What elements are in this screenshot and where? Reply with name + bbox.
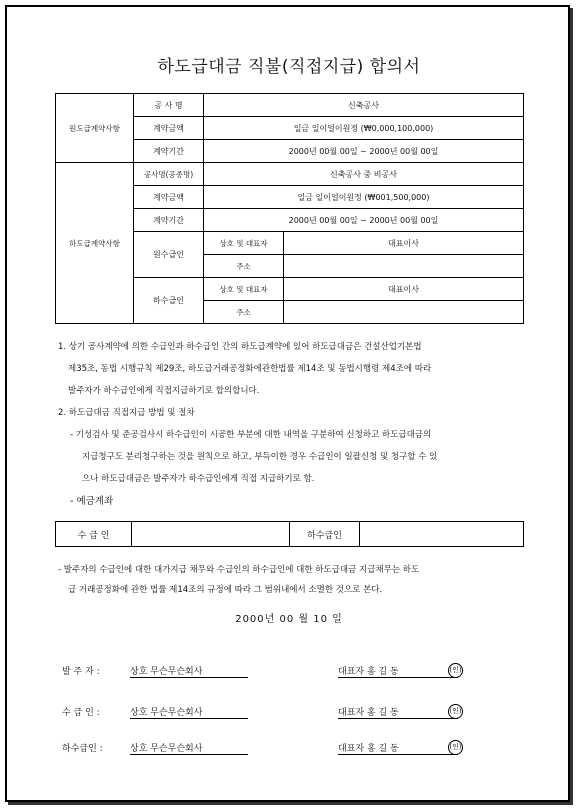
sub-contract-label: 하도급계약사항 (56, 163, 134, 324)
signature-contractor (62, 705, 482, 721)
contractor-address-label: 주소 (204, 255, 284, 278)
seal-icon: (인) (448, 740, 463, 755)
table-row (56, 163, 524, 186)
clause-2-line-3: 으나 하도급대금은 발주자가 하수급인에게 직접 지급하기로 함. (82, 474, 315, 484)
legal-note-line-1: - 발주자의 수급인에 대한 대가지급 채무와 수급인의 하수급인에 대한 하도급대금 지급채무는 하도 (58, 565, 420, 575)
clause-2-heading: 2. 하도급대금 직접지급 방법 및 절차 (58, 408, 195, 418)
original-amount-value: 일금 일이얼이원정 (₩0,000,100,000) (204, 117, 524, 140)
original-period-label: 계약기간 (134, 140, 204, 163)
subcontractor-address-label: 주소 (204, 301, 284, 324)
signature-representative: 대표자 홍 길 동 (338, 664, 458, 678)
account-label: - 예금계좌 (70, 496, 114, 507)
original-contract-label: 원도급계약사항 (56, 94, 134, 163)
signature-company: 상호 무슨무슨회사 (130, 741, 248, 755)
signature-role: 수 급 인 : (62, 708, 100, 718)
seal-icon: (인) (448, 663, 463, 678)
contractor-label: 원수급인 (134, 232, 204, 278)
clause-2-body (70, 424, 528, 490)
signature-role: 하수급인 : (62, 744, 103, 754)
contractor-rep-label: 상호 및 대표자 (204, 232, 284, 255)
bank-account-table (55, 521, 524, 547)
subcontractor-rep-value: 대표이사 (284, 278, 524, 301)
signature-role: 발 주 자 : (62, 667, 100, 677)
signature-representative: 대표자 홍 길 동 (338, 705, 458, 719)
contractor-address-value (284, 255, 524, 278)
sub-amount-value: 일금 일이얼이원정 (₩001,500,000) (204, 186, 524, 209)
clause-2-line-1: - 기성검사 및 준공검사시 하수급인이 시공한 부분에 대한 내역을 구분하여 신청하고 하도급대금의 (70, 430, 432, 440)
clause-1-line-1: 1. 상기 공사계약에 의한 수급인과 하수급인 간의 하도급계약에 있어 하도급대금은 건설산업기본법 (58, 342, 422, 352)
sub-amount-label: 계약금액 (134, 186, 204, 209)
original-project-name-label: 공 사 명 (134, 94, 204, 117)
clause-2-line-2: 지급청구도 분리청구하는 것을 원칙으로 하고, 부득이한 경우 수급인이 일괄신청 및 청구할 수 있 (82, 452, 438, 462)
subcontractor-label: 하수급인 (134, 278, 204, 324)
bank-subcontractor-value (360, 522, 524, 547)
sub-period-value: 2000년 00월 00일 ~ 2000년 00월 00일 (204, 209, 524, 232)
legal-note-line-2: 급 거래공정화에 관한 법률 제14조의 규정에 따라 그 범위내에서 소멸한 것으로 본다. (68, 585, 383, 595)
contract-table (55, 93, 524, 324)
legal-note (58, 560, 528, 600)
signature-subcontractor (62, 741, 482, 757)
seal-icon: (인) (448, 704, 463, 719)
clause-1-line-3: 발주자가 하수급인에게 직접지급하기로 합의합니다. (68, 386, 260, 396)
signature-company: 상호 무슨무슨회사 (130, 664, 248, 678)
signature-representative: 대표자 홍 길 동 (338, 741, 458, 755)
sub-period-label: 계약기간 (134, 209, 204, 232)
signature-company: 상호 무슨무슨회사 (130, 705, 248, 719)
bank-contractor-label: 수 급 인 (56, 522, 132, 547)
document-title: 하도급대금 직불(직접지급) 합의서 (157, 57, 421, 77)
contractor-rep-value: 대표이사 (284, 232, 524, 255)
sub-project-name-label: 공사명(공종명) (134, 163, 204, 186)
bank-contractor-value (132, 522, 290, 547)
subcontractor-rep-label: 상호 및 대표자 (204, 278, 284, 301)
original-period-value: 2000년 00월 00일 ~ 2000년 00월 00일 (204, 140, 524, 163)
agreement-date: 2000년 00 월 10 일 (235, 614, 343, 625)
clause-1-line-2: 제35조, 동법 시행규칙 제29조, 하도급거래공정화에관한법률 제14조 및 동법시행령 제4조에 따라 (68, 364, 432, 374)
clause-1 (58, 336, 528, 402)
table-row (56, 94, 524, 117)
table-row (56, 522, 524, 547)
original-amount-label: 계약금액 (134, 117, 204, 140)
bank-subcontractor-label: 하수급인 (290, 522, 360, 547)
signature-orderer (62, 664, 482, 680)
original-project-name-value: 신축공사 (204, 94, 524, 117)
subcontractor-address-value (284, 301, 524, 324)
sub-project-name-value: 신축공사 중 비공사 (204, 163, 524, 186)
